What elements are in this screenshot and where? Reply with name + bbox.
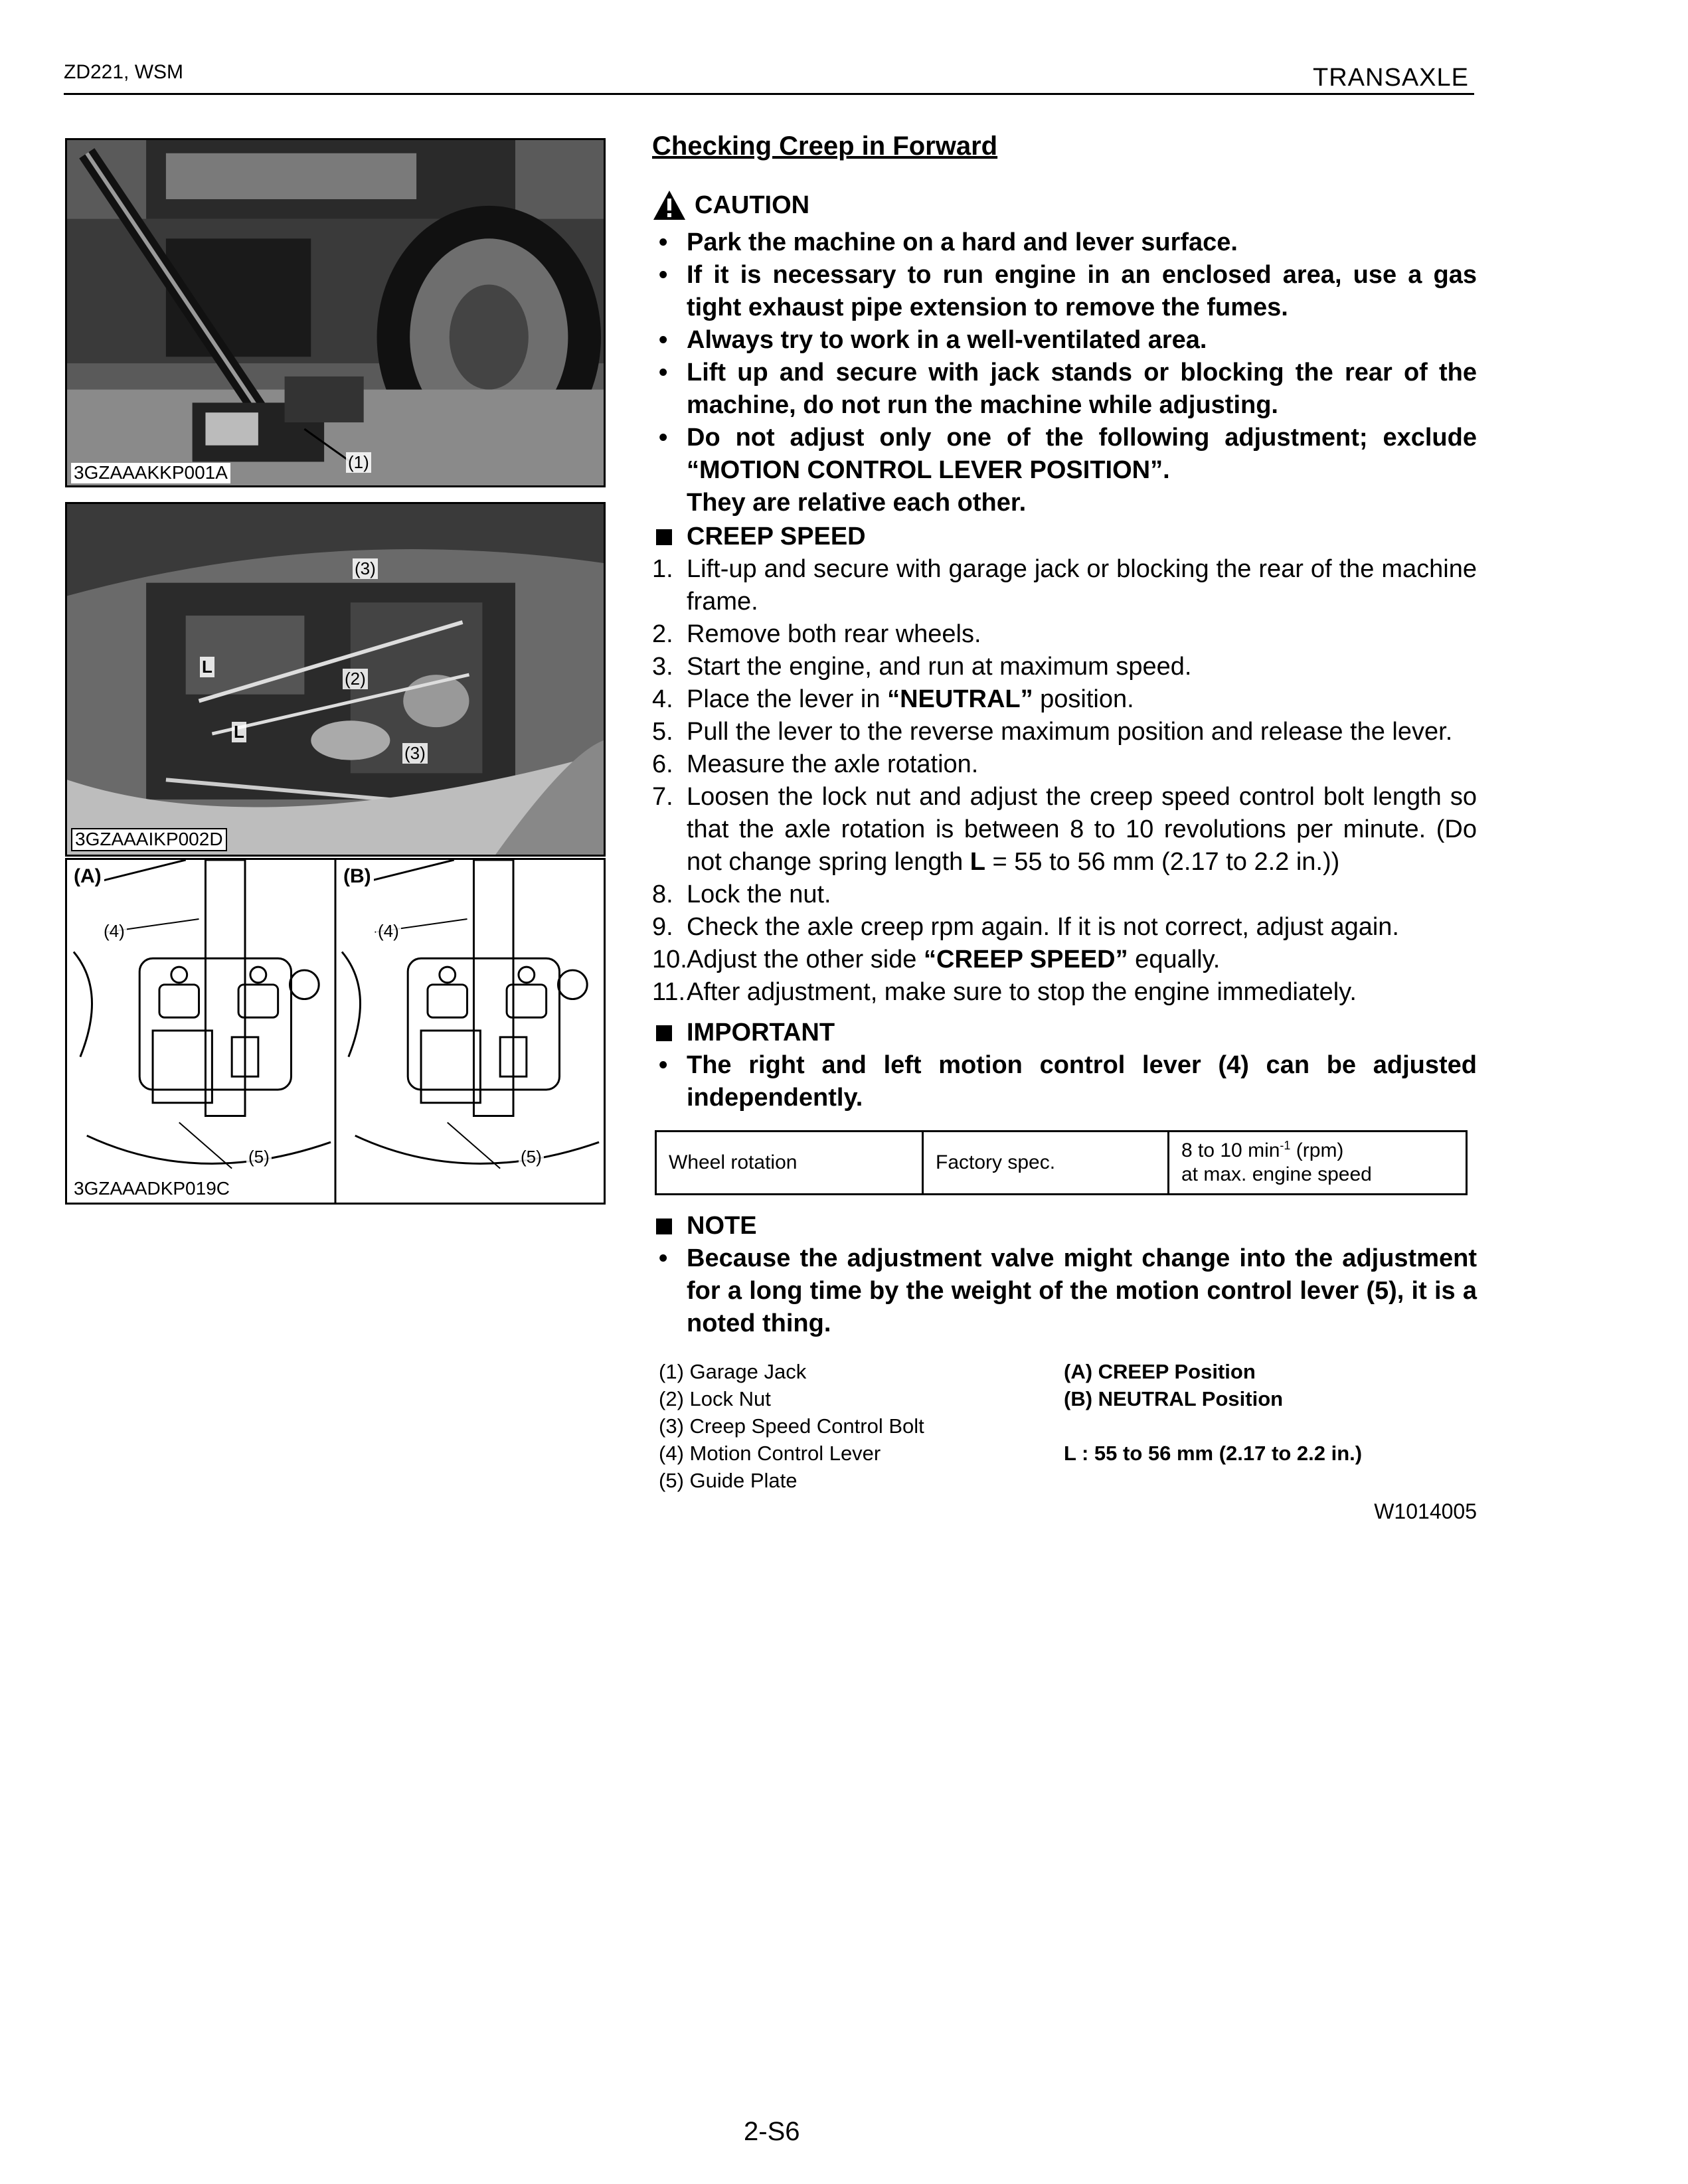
callout-3-upper: (3) xyxy=(353,558,378,579)
section-title: Checking Creep in Forward xyxy=(652,131,998,161)
legend-item: (5) Guide Plate xyxy=(659,1469,798,1492)
important-heading xyxy=(652,1017,1477,1049)
square-bullet-icon xyxy=(656,529,672,545)
spec-table xyxy=(655,1130,1468,1195)
document-code: W1014005 xyxy=(1374,1499,1477,1523)
note-label: NOTE xyxy=(687,1212,757,1240)
label-b: (B) xyxy=(341,865,374,888)
creep-speed-heading xyxy=(652,521,1477,553)
callout-5-b: (5) xyxy=(519,1147,544,1167)
spec-label: Factory spec. xyxy=(923,1132,1169,1195)
caution-label: CAUTION xyxy=(695,191,810,219)
square-bullet-icon xyxy=(656,1025,672,1041)
legend xyxy=(652,1360,1477,1493)
important-item: • The right and left motion control lever (4) can be adjusted independently. xyxy=(652,1049,1477,1114)
callout-4-a: (4) xyxy=(102,921,127,942)
legend-item: (1) Garage Jack xyxy=(659,1360,807,1383)
callout-1: (1) xyxy=(346,452,371,473)
figure-caption: 3GZAAAIKP002D xyxy=(71,828,227,851)
note-item: • Because the adjustment valve might change into the adjustment for a long time by the weight of the motion control lever (5), it is a noted thing. xyxy=(652,1242,1477,1340)
step: 3. Start the engine, and run at maximum speed. xyxy=(652,653,1192,681)
figure-creep-mechanism xyxy=(65,502,606,857)
legend-item-a: (A) CREEP Position xyxy=(1064,1360,1256,1383)
important-list xyxy=(652,1049,1477,1114)
callout-l-upper: L xyxy=(200,657,214,677)
caution-list xyxy=(652,226,1477,487)
spec-row xyxy=(656,1132,1467,1195)
callout-4-b: (4) xyxy=(376,921,401,942)
square-bullet-icon xyxy=(656,1218,672,1234)
creep-mechanism-illustration xyxy=(67,504,604,855)
page-number: 2-S6 xyxy=(744,2117,800,2146)
spec-value: 8 to 10 $\min^{-1} (rpm)$ at max. engine speed xyxy=(1169,1132,1467,1195)
caution-item: • If it is necessary to run engine in an enclosed area, use a gas tight exhaust pipe extension to remove the fumes. xyxy=(652,259,1477,324)
important-label: IMPORTANT xyxy=(687,1019,835,1047)
caution-item: • Lift up and secure with jack stands or blocking the rear of the machine, do not run the machine while adjusting. xyxy=(652,357,1477,422)
callout-l-lower: L xyxy=(232,722,246,742)
caution-tail: They are relative each other. xyxy=(687,489,1027,517)
step: 10. Adjust the other side “CREEP SPEED” equally. xyxy=(652,946,1221,973)
legend-item-b: (B) NEUTRAL Position xyxy=(1064,1387,1284,1410)
step: 7. Loosen the lock nut and adjust the creep speed control bolt length so that the axle rotation is between 8 to 10 revolutions per minute. (Do not change spring length L = 55 to 56 mm (2.17 to 2.2 in.)) xyxy=(652,783,1477,876)
step: 9. Check the axle creep rpm again. If it is not correct, adjust again. xyxy=(652,913,1399,941)
caution-item: • Do not adjust only one of the following adjustment; exclude “MOTION CONTROL LEVER POSITION”. xyxy=(652,422,1477,487)
caution-triangle-icon xyxy=(652,189,687,221)
callout-2: (2) xyxy=(343,669,368,689)
legend-item: (2) Lock Nut xyxy=(659,1387,771,1410)
note-list xyxy=(652,1242,1477,1340)
procedure-column xyxy=(652,131,1477,1524)
note-heading xyxy=(652,1210,1477,1242)
figure-caption: 3GZAAADKP019C xyxy=(71,1179,232,1199)
callout-3-lower: (3) xyxy=(402,743,428,764)
figure-caption: 3GZAAAKKP001A xyxy=(71,463,230,483)
legend-item: (4) Motion Control Lever xyxy=(659,1442,881,1465)
step: 5. Pull the lever to the reverse maximum position and release the lever. xyxy=(652,718,1453,746)
callout-5-a: (5) xyxy=(246,1147,272,1167)
step: 11. After adjustment, make sure to stop the engine immediately. xyxy=(652,978,1357,1006)
figure-garage-jack xyxy=(65,138,606,487)
spec-item: Wheel rotation xyxy=(656,1132,923,1195)
caution-heading xyxy=(652,189,1477,221)
step: 4. Place the lever in “NEUTRAL” position. xyxy=(652,685,1134,713)
label-a: (A) xyxy=(71,865,104,888)
header-chapter: TRANSAXLE xyxy=(1313,64,1469,92)
step: 2. Remove both rear wheels. xyxy=(652,620,981,648)
creep-speed-label: CREEP SPEED xyxy=(687,523,866,550)
step: 6. Measure the axle rotation. xyxy=(652,750,979,778)
garage-jack-illustration xyxy=(67,140,604,485)
caution-item: • Park the machine on a hard and lever surface. xyxy=(652,226,1477,259)
header-rule xyxy=(64,93,1474,95)
legend-item: (3) Creep Speed Control Bolt xyxy=(659,1414,924,1438)
step: 8. Lock the nut. xyxy=(652,881,831,908)
caution-item: • Always try to work in a well-ventilated area. xyxy=(652,324,1477,357)
creep-steps xyxy=(652,553,1477,1009)
step: 1. Lift-up and secure with garage jack or blocking the rear of the machine frame. xyxy=(652,555,1477,616)
header-doc-id: ZD221, WSM xyxy=(64,61,184,83)
legend-item-l: L : 55 to 56 mm (2.17 to 2.2 in.) xyxy=(1064,1442,1363,1465)
figure-lever-positions xyxy=(65,858,606,1205)
